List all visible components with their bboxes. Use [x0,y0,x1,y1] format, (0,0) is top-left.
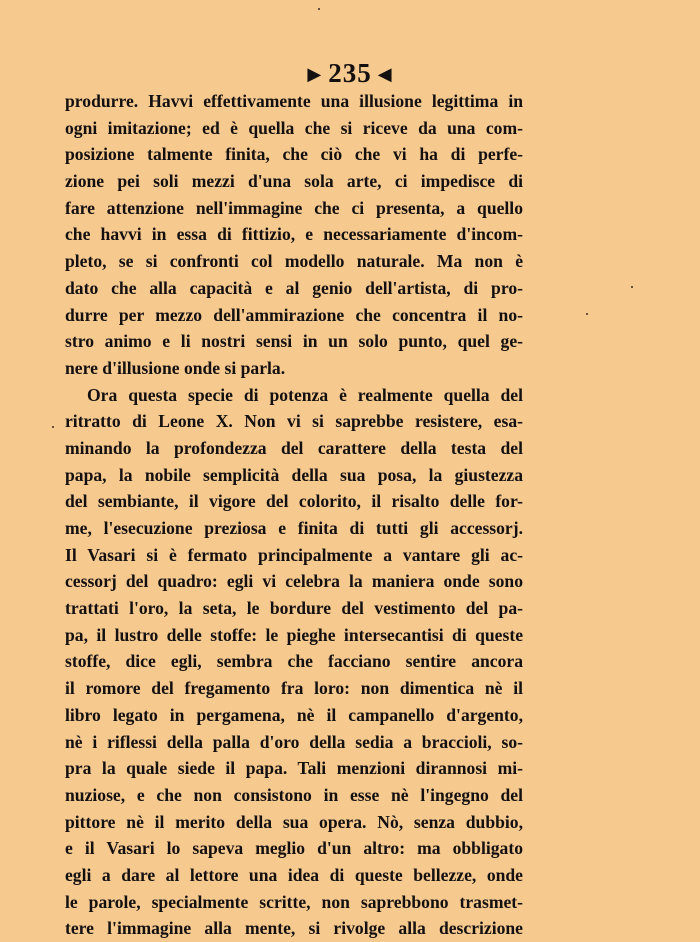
text-line: nere d'illusione onde si parla. [65,357,286,378]
text-line: Ora questa specie di potenza è realmente quella del [87,384,523,405]
text-line: il romore del fregamento fra loro: non dimentica nè il [65,678,523,699]
paragraph-2 [65,382,523,942]
text-line: egli a dare al lettore una idea di queste bellezze, onde [65,864,523,885]
text-line: papa, la nobile semplicità della sua posa, la giustezza [65,464,523,485]
text-line: pa, il lustro delle stoffe: le pieghe intersecantisi di queste [65,624,523,645]
text-line: ogni imitazione; ed è quella che si riceve da una com- [65,117,523,138]
text-line: ritratto di Leone X. Non vi si saprebbe resistere, esa- [65,411,523,432]
text-line: tere l'immagine alla mente, si rivolge alla descrizione [65,918,523,939]
text-line: cessorj del quadro: egli vi celebra la maniera onde sono [65,571,523,592]
text-line: pleto, se si confronti col modello naturale. Ma non è [65,251,523,272]
paragraph-1 [65,88,523,382]
text-line: pra la quale siede il papa. Tali menzioni dirannosi mi- [65,758,523,779]
text-line: nè i riflessi della palla d'oro della sedia a braccioli, so- [65,731,523,752]
text-line: libro legato in pergamena, nè il campanello d'argento, [65,704,523,725]
text-line: posizione talmente finita, che ciò che vi ha di perfe- [65,144,523,165]
text-line: trattati l'oro, la seta, le bordure del vestimento del pa- [65,598,523,619]
paper-speck [586,313,588,315]
text-line: del sembiante, il vigore del colorito, il risalto delle for- [65,491,523,512]
right-pointing-ornament-icon: ▶ [307,63,323,84]
body-text [65,88,523,942]
paper-speck [52,426,54,428]
paper-speck [318,8,320,10]
text-line: pittore nè il merito della sua opera. Nò, senza dubbio, [65,811,523,832]
text-line: nuziose, e che non consistono in esse nè l'ingegno del [65,784,523,805]
text-line: minando la profondezza del carattere della testa del [65,437,523,458]
text-line: Il Vasari si è fermato principalmente a vantare gli ac- [65,544,523,565]
text-line: produrre. Havvi effettivamente una illusione legittima in [65,91,523,111]
text-line: che havvi in essa di fittizio, e necessariamente d'incom- [65,224,523,245]
text-line: zione pei soli mezzi d'una sola arte, ci impedisce di [65,171,523,192]
paper-speck [631,286,633,288]
text-line: le parole, specialmente scritte, non saprebbono trasmet- [65,891,523,912]
text-line: e il Vasari lo sapeva meglio d'un altro: ma obbligato [65,838,523,859]
text-line: me, l'esecuzione preziosa e finita di tutti gli accessorj. [65,518,523,538]
text-line: fare attenzione nell'immagine che ci presenta, a quello [65,197,523,218]
text-line: stro animo e li nostri sensi in un solo punto, quel ge- [65,331,523,352]
text-line: dato che alla capacità e al genio dell'artista, di pro- [65,277,523,298]
page-number-value: 235 [328,58,372,88]
left-pointing-ornament-icon: ◀ [377,63,393,84]
text-line: durre per mezzo dell'ammirazione che concentra il no- [65,304,523,325]
text-line: stoffe, dice egli, sembra che facciano sentire ancora [65,651,523,672]
